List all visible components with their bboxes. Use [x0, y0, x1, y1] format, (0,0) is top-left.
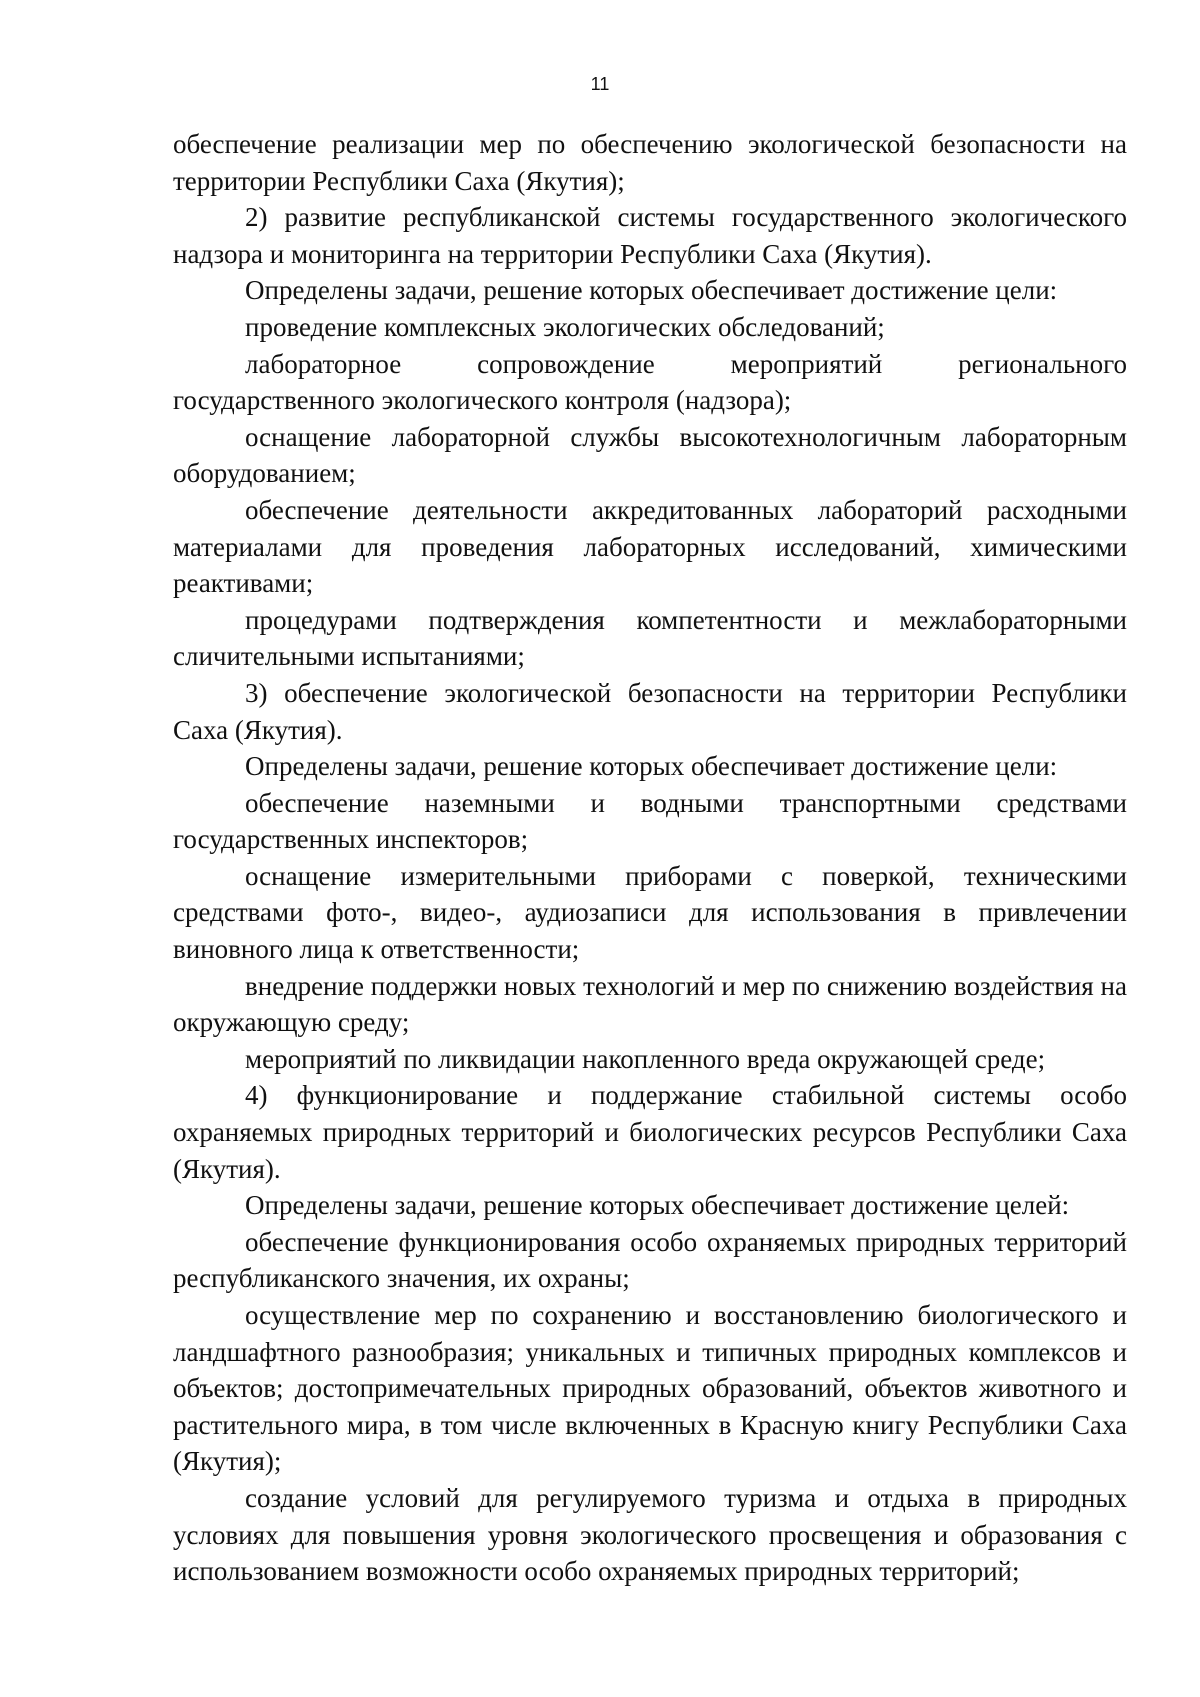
- paragraph: процедурами подтверждения компетентности и межлабораторными сличительными испытаниями;: [173, 604, 1127, 672]
- paragraph: 3) обеспечение экологической безопасности на территории Республики Саха (Якутия).: [173, 677, 1127, 745]
- paragraph: лабораторное сопровождение мероприятий регионального государственного экологического контроля (надзора);: [173, 348, 1127, 416]
- page-number: 11: [590, 74, 610, 94]
- paragraph: Определены задачи, решение которых обеспечивает достижение цели:: [245, 751, 1058, 782]
- paragraph: осуществление мер по сохранению и восстановлению биологического и ландшафтного разнообразия; уникальных и типичных природных комплексов и объектов; достопримечательных природных образований, объектов животного и растительного мира, в том числе включенных в Красную книгу Республики Саха (Якутия);: [173, 1300, 1127, 1477]
- paragraph: обеспечение функционирования особо охраняемых природных территорий республиканского значения, их охраны;: [173, 1226, 1127, 1294]
- paragraph: обеспечение деятельности аккредитованных лабораторий расходными материалами для проведения лабораторных исследований, химическими реактивами;: [173, 494, 1127, 599]
- document-body: [173, 126, 1127, 1590]
- paragraph: 4) функционирование и поддержание стабильной системы особо охраняемых природных территорий и биологических ресурсов Республики Саха (Якутия).: [173, 1080, 1127, 1184]
- paragraph: 2) развитие республиканской системы государственного экологического надзора и мониторинга на территории Республики Саха (Якутия).: [173, 202, 1127, 269]
- paragraph: мероприятий по ликвидации накопленного вреда окружающей среде;: [245, 1043, 1046, 1074]
- paragraph: оснащение измерительными приборами с поверкой, техническими средствами фото-, видео-, аудиозаписи для использования в привлечении виновного лица к ответственности;: [173, 860, 1127, 965]
- paragraph: обеспечение реализации мер по обеспечению экологической безопасности на территории Республики Саха (Якутия);: [173, 129, 1127, 196]
- paragraph: обеспечение наземными и водными транспортными средствами государственных инспекторов;: [173, 787, 1127, 855]
- paragraph: Определены задачи, решение которых обеспечивает достижение цели:: [245, 275, 1058, 306]
- paragraph: Определены задачи, решение которых обеспечивает достижение целей:: [245, 1190, 1070, 1221]
- paragraph: проведение комплексных экологических обследований;: [245, 311, 885, 342]
- paragraph: внедрение поддержки новых технологий и мер по снижению воздействия на окружающую среду;: [173, 970, 1127, 1038]
- paragraph: оснащение лабораторной службы высокотехнологичным лабораторным оборудованием;: [173, 421, 1127, 489]
- paragraph: создание условий для регулируемого туризма и отдыха в природных условиях для повышения уровня экологического просвещения и образования с использованием возможности особо охраняемых природных территорий;: [173, 1482, 1127, 1587]
